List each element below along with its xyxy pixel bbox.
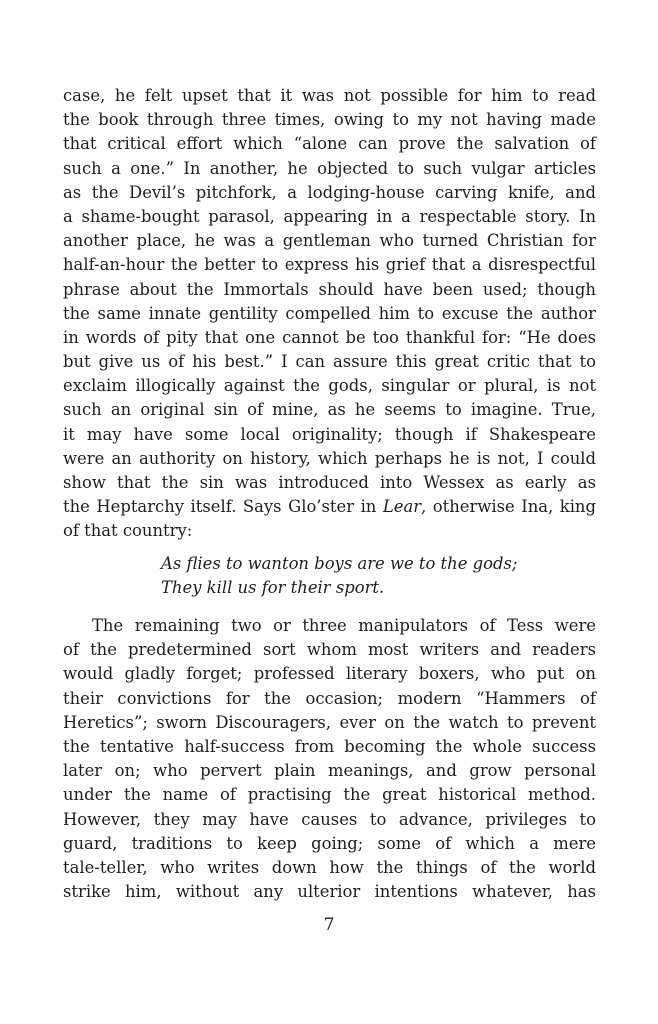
text-line: but give us of his best.” I can assure this great critic that to bbox=[63, 352, 596, 372]
text-line: their convictions for the occasion; modern “Hammers of bbox=[63, 688, 596, 708]
text-line: under the name of practising the great historical method. bbox=[63, 785, 596, 805]
text-line: as the Devil’s pitchfork, a lodging-house carving knife, and bbox=[63, 182, 596, 202]
text-segment: , otherwise Ina, king bbox=[421, 497, 596, 517]
text-line: show that the sin was introduced into Wessex as early as bbox=[63, 473, 596, 492]
verse-line: As flies to wanton boys are we to the gods; bbox=[161, 554, 518, 573]
text-line: The remaining two or three manipulators of Tess were bbox=[92, 616, 596, 635]
text-line: the same innate gentility compelled him to excuse the author bbox=[63, 303, 596, 323]
text-line: that critical effort which “alone can prove the salvation of bbox=[63, 134, 596, 154]
paragraph-1 bbox=[63, 84, 596, 544]
text-line: strike him, without any ulterior intentions whatever, has bbox=[63, 882, 596, 902]
verse-quotation bbox=[161, 552, 581, 600]
text-line: would gladly forget; professed literary boxers, who put on bbox=[63, 664, 596, 684]
text-line: such a one.” In another, he objected to such vulgar articles bbox=[63, 158, 596, 178]
page-number: 7 bbox=[323, 915, 335, 935]
text-line: another place, he was a gentleman who turned Christian for bbox=[63, 231, 596, 251]
text-line bbox=[63, 495, 596, 519]
text-line: were an authority on history, which perhaps he is not, I could bbox=[63, 448, 596, 468]
text-line: of that country: bbox=[63, 521, 193, 541]
text-segment: the Heptarchy itself. Says Glo’ster in bbox=[63, 497, 383, 517]
text-line: later on; who pervert plain meanings, and grow personal bbox=[63, 761, 596, 781]
play-title-lear: Lear bbox=[382, 497, 422, 517]
text-line: exclaim illogically against the gods, singular or plural, is not bbox=[63, 376, 596, 396]
text-line: case, he felt upset that it was not possible for him to read bbox=[63, 86, 596, 105]
text-line: guard, traditions to keep going; some of which a mere bbox=[63, 833, 596, 853]
text-line: However, they may have causes to advance, privileges to bbox=[63, 809, 596, 829]
text-line: it may have some local originality; though if Shakespeare bbox=[63, 424, 596, 444]
text-line: in words of pity that one cannot be too thankful for: “He does bbox=[63, 327, 596, 347]
verse-line: They kill us for their sport. bbox=[161, 578, 385, 598]
text-line: a shame-bought parasol, appearing in a respectable story. In bbox=[63, 206, 596, 226]
text-line: tale-teller, who writes down how the things of the world bbox=[63, 857, 596, 877]
text-line: the tentative half-success from becoming the whole success bbox=[63, 736, 596, 756]
text-line: half-an-hour the better to express his grief that a disrespectful bbox=[63, 255, 596, 275]
text-line: of the predetermined sort whom most writers and readers bbox=[63, 640, 596, 660]
paragraph-2 bbox=[63, 614, 596, 904]
text-line: such an original sin of mine, as he seems to imagine. True, bbox=[63, 400, 596, 420]
text-line: phrase about the Immortals should have been used; though bbox=[63, 279, 596, 299]
text-line: Heretics”; sworn Discouragers, ever on the watch to prevent bbox=[63, 712, 596, 732]
text-line: the book through three times, owing to my not having made bbox=[63, 110, 596, 130]
